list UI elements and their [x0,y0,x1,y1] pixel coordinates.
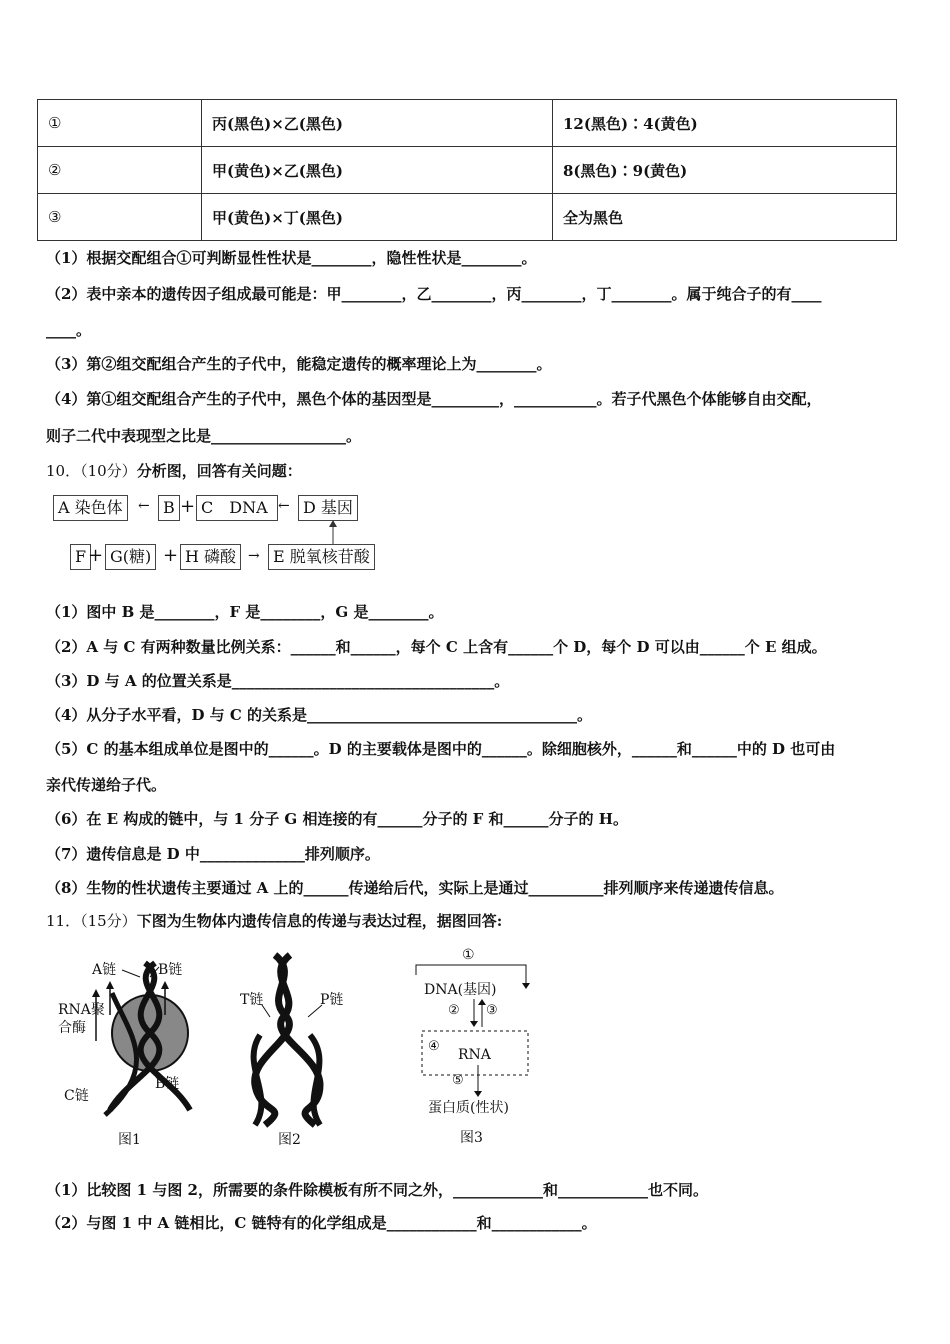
q10-score: （10分） [80,462,137,480]
box-g-sugar: G(糖) [105,544,156,570]
q10-prompt: 分析图，回答有关问题： [136,462,302,480]
table-row [38,194,897,241]
q10-part6: （6）在 E 构成的链中，与 1 分子 G 相连接的有______分子的 F 和______分子的 H。 [46,810,628,828]
q10-part3: （3）D 与 A 的位置关系是___________________________________。 [46,672,510,690]
label-dna-gene: DNA(基因) [424,982,497,998]
q10-number: 10． [46,462,81,480]
caption-figure3: 图3 [460,1130,483,1146]
box-h-phosphate: H 磷酸 [180,544,241,570]
q10-part2: （2）A 与 C 有两种数量比例关系：______和______，每个 C 上含有______个 D，每个 D 可以由______个 E 组成。 [46,638,827,656]
label-p-chain: P链 [320,992,344,1008]
q11-part1: （1）比较图 1 与图 2，所需要的条件除模板有所不同之外，____________和____________也不同。 [46,1181,708,1199]
row-number: ① [38,100,202,147]
q10-part4: （4）从分子水平看，D 与 C 的关系是____________________________________。 [46,706,593,724]
plus-icon: + [163,545,179,566]
cross-table [37,99,897,241]
row-number: ③ [38,194,202,241]
table-row [38,100,897,147]
label-protein-trait: 蛋白质(性状) [428,1100,509,1116]
q11-part2: （2）与图 1 中 A 链相比，C 链特有的化学组成是____________和____________。 [46,1214,597,1232]
caption-figure1: 图1 [118,1132,141,1148]
arrow-left-icon: ← [278,498,290,514]
q11-number: 11． [46,912,81,930]
q10-part1: （1）图中 B 是________，F 是________，G 是________。 [46,603,444,621]
q10-heading [46,460,302,481]
label-process-2: ② [448,1003,460,1018]
label-b-chain: B链 [158,962,183,978]
q9-part1: （1）根据交配组合①可判断显性性状是________，隐性性状是________。 [46,249,537,267]
label-rna: RNA [458,1047,491,1063]
q11-score: （15分） [80,912,137,930]
label-process-4: ④ [428,1039,440,1054]
q9-part2: （2）表中亲本的遗传因子组成最可能是：甲________，乙________，丙________，丁________。属于纯合子的有____ [46,285,822,303]
q10-part7: （7）遗传信息是 D 中______________排列顺序。 [46,845,380,863]
box-f: F [70,544,91,570]
q10-part8: （8）生物的性状遗传主要通过 A 上的______传递给后代，实际上是通过__________排列顺序来传递遗传信息。 [46,879,784,897]
label-process-1: ① [462,947,475,963]
label-a-chain: A链 [92,962,117,978]
plus-icon: + [88,545,104,566]
label-b-chain-lower: B链 [155,1076,180,1092]
figure2-replication [254,955,322,1125]
q9-part3: （3）第②组交配组合产生的子代中，能稳定遗传的概率理论上为________。 [46,355,552,373]
box-d-gene: D 基因 [298,495,358,521]
label-rna-polymerase-1: RNA聚 [58,1002,105,1018]
box-e-nucleotide: E 脱氧核苷酸 [268,544,375,570]
arrow-right-icon: → [248,548,260,564]
q9-part2-cont: ____。 [46,321,92,339]
label-process-5: ⑤ [452,1073,464,1088]
q10-part5: （5）C 的基本组成单位是图中的______。D 的主要载体是图中的______。除细胞核外，______和______中的 D 也可由 [46,740,836,758]
q11-prompt: 下图为生物体内遗传信息的传递与表达过程，据图回答: [136,912,503,930]
label-rna-polymerase-2: 合酶 [58,1020,86,1036]
cross-combination: 甲(黄色)×乙(黑色) [202,147,553,194]
label-c-chain: C链 [64,1088,89,1104]
q10-part5-cont: 亲代传递给子代。 [46,776,167,794]
q9-part4-cont: 则子二代中表现型之比是__________________。 [46,427,362,445]
plus-icon: + [180,496,196,517]
box-a-chromosome: A 染色体 [53,495,128,521]
offspring-result: 8(黑色)∶9(黄色) [553,147,897,194]
label-process-3: ③ [486,1003,498,1018]
box-c-dna: C DNA [196,495,278,521]
q11-figures [50,945,570,1160]
caption-figure2: 图2 [278,1132,301,1148]
offspring-result: 12(黑色)∶4(黄色) [553,100,897,147]
offspring-result: 全为黑色 [553,194,897,241]
row-number: ② [38,147,202,194]
cross-combination: 甲(黄色)×丁(黑色) [202,194,553,241]
figure-drawings [50,945,570,1160]
table-row [38,147,897,194]
label-t-chain: T链 [240,992,264,1008]
q9-part4: （4）第①组交配组合产生的子代中，黑色个体的基因型是_________，___________。若子代黑色个体能够自由交配， [46,390,822,408]
box-b: B [158,495,180,521]
arrow-left-icon: ← [138,498,150,514]
q11-heading [46,910,502,931]
arrow-up-icon [50,492,400,572]
q10-diagram [50,492,400,572]
cross-combination: 丙(黑色)×乙(黑色) [202,100,553,147]
